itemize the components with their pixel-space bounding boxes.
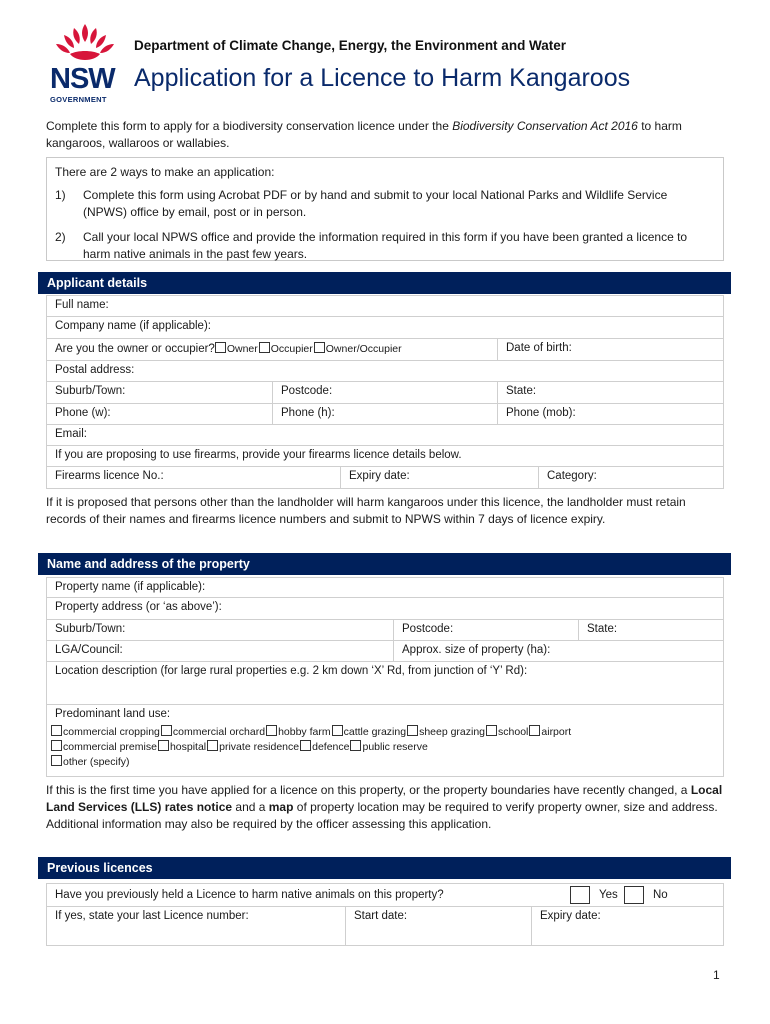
owner-dob-row <box>46 339 724 361</box>
postal-address-label: Postal address: <box>55 364 135 376</box>
page-title: Application for a Licence to Harm Kangaroos <box>134 64 631 92</box>
lls-rates-notice: Local Land Services (LLS) rates notice <box>46 783 723 814</box>
previous-start-date-field[interactable]: Start date: <box>345 907 531 945</box>
lga-field[interactable]: LGA/Council: <box>55 644 123 656</box>
land-use-option-label: defence <box>312 741 350 753</box>
land-use-option[interactable] <box>51 725 160 738</box>
property-name-label: Property name (if applicable): <box>55 581 206 593</box>
phone-row <box>46 404 724 425</box>
property-address-field[interactable] <box>46 598 724 620</box>
firearms-row <box>46 467 724 489</box>
page-number: 1 <box>713 968 720 982</box>
commercial-cropping-checkbox[interactable] <box>51 725 62 736</box>
public-reserve-checkbox[interactable] <box>350 740 361 751</box>
date-of-birth-field[interactable]: Date of birth: <box>497 339 723 360</box>
property-name-field[interactable] <box>46 577 724 598</box>
land-use-option[interactable] <box>51 755 130 768</box>
sheep-grazing-checkbox[interactable] <box>407 725 418 736</box>
state-field[interactable]: State: <box>497 382 723 403</box>
postcode-field[interactable]: Postcode: <box>272 382 497 403</box>
phone-mobile-field[interactable]: Phone (mob): <box>497 404 723 424</box>
previous-licence-row <box>46 883 724 907</box>
firearms-note-row <box>46 446 724 467</box>
application-methods-box <box>46 157 724 261</box>
lls-map: map <box>268 800 294 814</box>
ways-heading: There are 2 ways to make an application: <box>55 165 275 179</box>
last-licence-row <box>46 907 724 946</box>
land-use-options-row <box>51 740 719 753</box>
commercial-premise-checkbox[interactable] <box>51 740 62 751</box>
land-use-option-label: private residence <box>219 741 300 753</box>
property-address-label: Property address (or ‘as above’): <box>55 601 222 613</box>
location-description-label: Location description (for large rural properties e.g. 2 km down ‘X’ Rd, from junction of ‘Y’ Rd): <box>55 665 528 677</box>
previous-licence-question: Have you previously held a Licence to harm native animals on this property? <box>55 889 444 901</box>
suburb-row <box>46 382 724 404</box>
property-state-field[interactable]: State: <box>578 620 723 640</box>
land-use-options-row <box>51 725 719 738</box>
land-use-option[interactable] <box>350 740 427 753</box>
previous-expiry-date-field[interactable]: Expiry date: <box>531 907 723 945</box>
hobby-farm-checkbox[interactable] <box>266 725 277 736</box>
no-checkbox[interactable] <box>624 886 644 904</box>
land-use-option[interactable] <box>161 725 265 738</box>
occupier-option[interactable] <box>259 342 313 355</box>
land-use-option[interactable] <box>300 740 349 753</box>
owner-checkbox[interactable] <box>215 342 226 353</box>
act-name: Biodiversity Conservation Act 2016 <box>452 119 638 133</box>
phone-work-field[interactable]: Phone (w): <box>55 407 111 419</box>
occupier-option-label: Occupier <box>270 343 313 355</box>
last-licence-number-field[interactable]: If yes, state your last Licence number: <box>55 910 249 922</box>
land-use-option[interactable] <box>529 725 571 738</box>
way-text: Call your local NPWS office and provide the information required in this form if you have been granted a licence to harm native animals in the past few years. <box>83 230 688 261</box>
cattle-grazing-checkbox[interactable] <box>332 725 343 736</box>
land-use-option[interactable] <box>51 740 157 753</box>
nsw-government-logo <box>46 22 122 104</box>
yes-checkbox[interactable] <box>570 886 590 904</box>
lls-note-part: If this is the first time you have applied for a licence on this property, or the property boundaries have recently changed, a <box>46 783 691 797</box>
occupier-checkbox[interactable] <box>259 342 270 353</box>
land-use-option-label: school <box>498 726 529 738</box>
other-specify-checkbox[interactable] <box>51 755 62 766</box>
email-label: Email: <box>55 428 87 440</box>
land-use-option-label: commercial orchard <box>172 726 266 738</box>
email-field[interactable] <box>46 425 724 446</box>
logo-wordmark: NSW <box>50 63 115 95</box>
waratah-icon <box>50 22 120 64</box>
owner-question <box>47 339 497 360</box>
lls-note-part: and a <box>232 800 269 814</box>
owner-occupier-checkbox[interactable] <box>314 342 325 353</box>
postal-address-field[interactable] <box>46 361 724 382</box>
property-postcode-field[interactable]: Postcode: <box>393 620 578 640</box>
no-label: No <box>653 889 668 901</box>
land-use-label: Predominant land use: <box>55 708 171 720</box>
land-use-option[interactable] <box>266 725 331 738</box>
full-name-label: Full name: <box>55 299 109 311</box>
land-use-option[interactable] <box>407 725 485 738</box>
way-number: 1) <box>55 188 66 202</box>
company-name-label: Company name (if applicable): <box>55 320 211 332</box>
lga-row <box>46 641 724 662</box>
land-use-option-label: public reserve <box>362 741 428 753</box>
department-name: Department of Climate Change, Energy, the Environment and Water <box>134 38 567 53</box>
private-residence-checkbox[interactable] <box>207 740 218 751</box>
yes-label: Yes <box>599 889 618 901</box>
land-use-option[interactable] <box>207 740 299 753</box>
firearms-note: If you are proposing to use firearms, provide your firearms licence details below. <box>55 449 462 461</box>
firearms-category-field[interactable]: Category: <box>538 467 723 488</box>
defence-checkbox[interactable] <box>300 740 311 751</box>
owner-occupier-option[interactable] <box>314 342 402 355</box>
section-previous-licences: Previous licences <box>38 857 731 879</box>
suburb-field[interactable]: Suburb/Town: <box>55 385 126 397</box>
way-text: Complete this form using Acrobat PDF or by hand and submit to your local National Parks and Wildlife Service (NPWS) office by email, post or in person. <box>83 188 668 219</box>
school-checkbox[interactable] <box>486 725 497 736</box>
lls-note <box>46 782 726 833</box>
phone-home-field[interactable]: Phone (h): <box>272 404 497 424</box>
intro-text <box>46 118 726 152</box>
owner-question-label: Are you the owner or occupier? <box>55 343 215 355</box>
land-use-option-label: commercial premise <box>63 741 157 753</box>
owner-option[interactable] <box>215 342 258 355</box>
land-use-option[interactable] <box>486 725 528 738</box>
owner-occupier-option-label: Owner/Occupier <box>325 343 402 355</box>
section-property: Name and address of the property <box>38 553 731 575</box>
property-size-field[interactable]: Approx. size of property (ha): <box>393 641 723 661</box>
land-use-option[interactable] <box>332 725 406 738</box>
records-note: If it is proposed that persons other than the landholder will harm kangaroos under this licence, the landholder must retain records of their names and firearms licence numbers and submit to NPWS within 7 days of licence expiry. <box>46 495 686 526</box>
logo-subtext: GOVERNMENT <box>50 95 107 104</box>
property-suburb-row <box>46 620 724 641</box>
intro-part: to harm kangaroos, wallaroos or wallabies. <box>46 119 682 150</box>
land-use-options-row <box>51 755 719 768</box>
lls-note-part: of property location may be required to verify property owner, size and address. Additional information may also be required by the officer assessing this application. <box>46 800 718 831</box>
land-use-option-label: airport <box>541 726 572 738</box>
land-use-cell <box>47 705 723 776</box>
section-applicant-details: Applicant details <box>38 272 731 294</box>
firearms-licence-field[interactable]: Firearms licence No.: <box>55 470 164 482</box>
owner-option-label: Owner <box>226 343 258 355</box>
way-number: 2) <box>55 230 66 244</box>
land-use-option-label: cattle grazing <box>343 726 407 738</box>
commercial-orchard-checkbox[interactable] <box>161 725 172 736</box>
company-name-field[interactable] <box>46 317 724 339</box>
airport-checkbox[interactable] <box>529 725 540 736</box>
land-use-option[interactable] <box>158 740 206 753</box>
land-use-field <box>46 705 724 777</box>
full-name-field[interactable] <box>46 295 724 317</box>
land-use-option-label: hobby farm <box>278 726 331 738</box>
location-description-field[interactable] <box>46 662 724 705</box>
land-use-option-label: hospital <box>169 741 207 753</box>
firearms-expiry-field[interactable]: Expiry date: <box>340 467 538 488</box>
land-use-option-label: other (specify) <box>63 756 130 768</box>
intro-part: Complete this form to apply for a biodiversity conservation licence under the <box>46 119 453 133</box>
land-use-option-label: commercial cropping <box>63 726 160 738</box>
hospital-checkbox[interactable] <box>158 740 169 751</box>
land-use-option-label: sheep grazing <box>419 726 486 738</box>
property-suburb-field[interactable]: Suburb/Town: <box>55 623 126 635</box>
